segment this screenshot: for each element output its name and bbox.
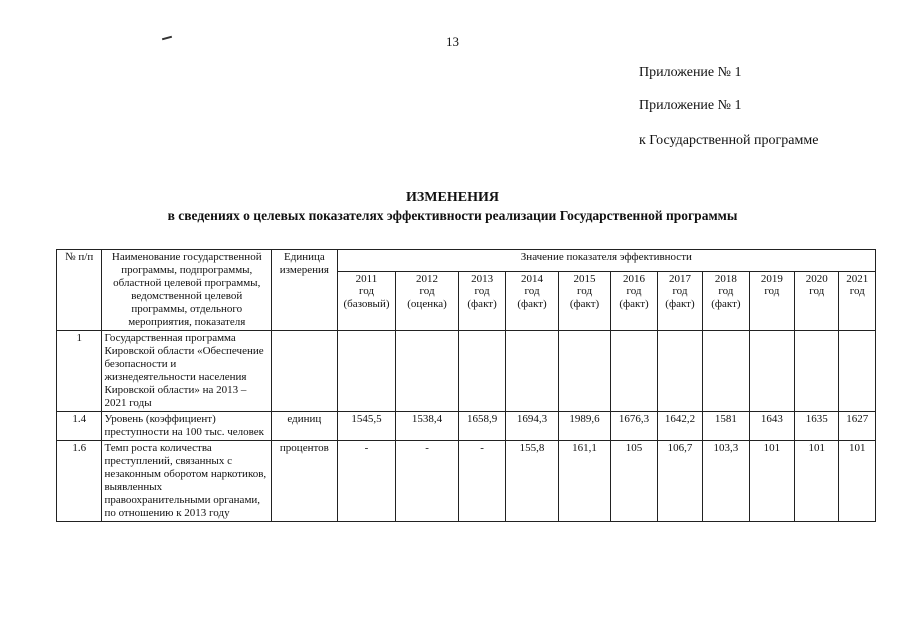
header-year-word: год [626,285,642,298]
row-value: 105 [611,441,657,522]
row-value: 1545,5 [337,412,396,441]
table-row [57,412,876,441]
header-year-note: (базовый) [343,297,390,310]
header-year-year: 2012 [416,272,439,285]
row-value: 101 [795,441,839,522]
row-value [458,331,505,412]
row-value [703,331,749,412]
row-value: 155,8 [506,441,559,522]
table-row [57,331,876,412]
row-value: 1643 [749,412,794,441]
header-year-year: 2021 [846,272,869,285]
row-value: - [396,441,459,522]
row-value [749,331,794,412]
header-year-year: 2014 [521,272,544,285]
header-year-note: (факт) [517,297,547,310]
header-year-5 [611,271,657,330]
header-year-year: 2016 [623,272,646,285]
header-year-word: год [672,285,688,298]
header-year-year: 2013 [471,272,494,285]
header-year-year: 2017 [668,272,691,285]
header-year-4 [558,271,611,330]
row-num: 1 [57,331,102,412]
header-year-0 [337,271,396,330]
page-number: 13 [446,34,459,49]
row-name: Темп роста количества преступлений, связанных с незаконным оборотом наркотиков, выявленных правоохранительными органами, по отношению к 2013 году [102,441,272,522]
header-year-1 [396,271,459,330]
row-value [506,331,559,412]
row-value: 1581 [703,412,749,441]
row-name: Уровень (коэффициент) преступности на 100 тыс. человек [102,412,272,441]
header-year-3 [506,271,559,330]
header-year-note: (факт) [665,297,695,310]
header-row-1 [57,250,876,272]
row-name: Государственная программа Кировской области «Обеспечение безопасности и жизнедеятельности населения Кировской области» на 2013 – 2021 годы [102,331,272,412]
row-unit [272,331,338,412]
row-unit: единиц [272,412,338,441]
header-year-note: (факт) [569,297,600,310]
header-num: № п/п [57,250,102,331]
header-name: Наименование государственной программы, подпрограммы, областной целевой программы, ведомственной целевой программы, отдельного мероприятия, показателя [102,250,272,331]
header-year-10 [839,271,876,330]
row-value: 1538,4 [396,412,459,441]
header-year-word: год [524,285,540,298]
row-value: - [458,441,505,522]
row-value [396,331,459,412]
header-year-word: год [764,285,780,298]
header-year-note: (факт) [467,297,497,310]
document-subtitle: в сведениях о целевых показателях эффективности реализации Государственной программы [167,208,738,223]
row-value: 101 [749,441,794,522]
row-value: 1676,3 [611,412,657,441]
header-year-word: год [474,285,490,298]
header-year-year: 2019 [760,272,783,285]
annex-line-1: Приложение № 1 [639,65,742,80]
header-year-year: 2011 [355,272,378,285]
row-value: 1658,9 [458,412,505,441]
header-year-9 [795,271,839,330]
header-year-note: (факт) [711,297,741,310]
row-value: 106,7 [657,441,702,522]
header-year-word: год [849,285,865,298]
annex-line-2: Приложение № 1 [639,98,742,113]
annex-line-3: к Государственной программе [639,133,819,148]
header-year-note: (оценка) [407,297,447,310]
row-value: 1694,3 [506,412,559,441]
header-year-6 [657,271,702,330]
row-value: 1989,6 [558,412,611,441]
row-value [611,331,657,412]
header-year-word: год [577,285,593,298]
header-year-year: 2020 [805,272,828,285]
row-num: 1.4 [57,412,102,441]
header-year-word: год [809,285,825,298]
row-value: - [337,441,396,522]
row-value: 103,3 [703,441,749,522]
row-value: 101 [839,441,876,522]
document-title: ИЗМЕНЕНИЯ [406,190,499,205]
header-year-word: год [419,285,435,298]
row-value [337,331,396,412]
row-unit: процентов [272,441,338,522]
header-year-2 [458,271,505,330]
row-value: 1627 [839,412,876,441]
header-year-year: 2015 [573,272,596,285]
header-year-note: (факт) [619,297,649,310]
header-year-year: 2018 [714,272,737,285]
table-row [57,441,876,522]
row-value [795,331,839,412]
row-value: 1635 [795,412,839,441]
table-body [57,331,876,522]
row-value [558,331,611,412]
header-year-word: год [358,285,374,298]
indicators-table [56,249,876,522]
row-value: 1642,2 [657,412,702,441]
header-year-word: год [718,285,734,298]
header-unit: Единица измерения [272,250,338,331]
header-value-group: Значение показателя эффективности [337,250,875,272]
header-year-7 [703,271,749,330]
row-value [657,331,702,412]
row-value: 161,1 [558,441,611,522]
row-value [839,331,876,412]
row-num: 1.6 [57,441,102,522]
header-year-8 [749,271,794,330]
